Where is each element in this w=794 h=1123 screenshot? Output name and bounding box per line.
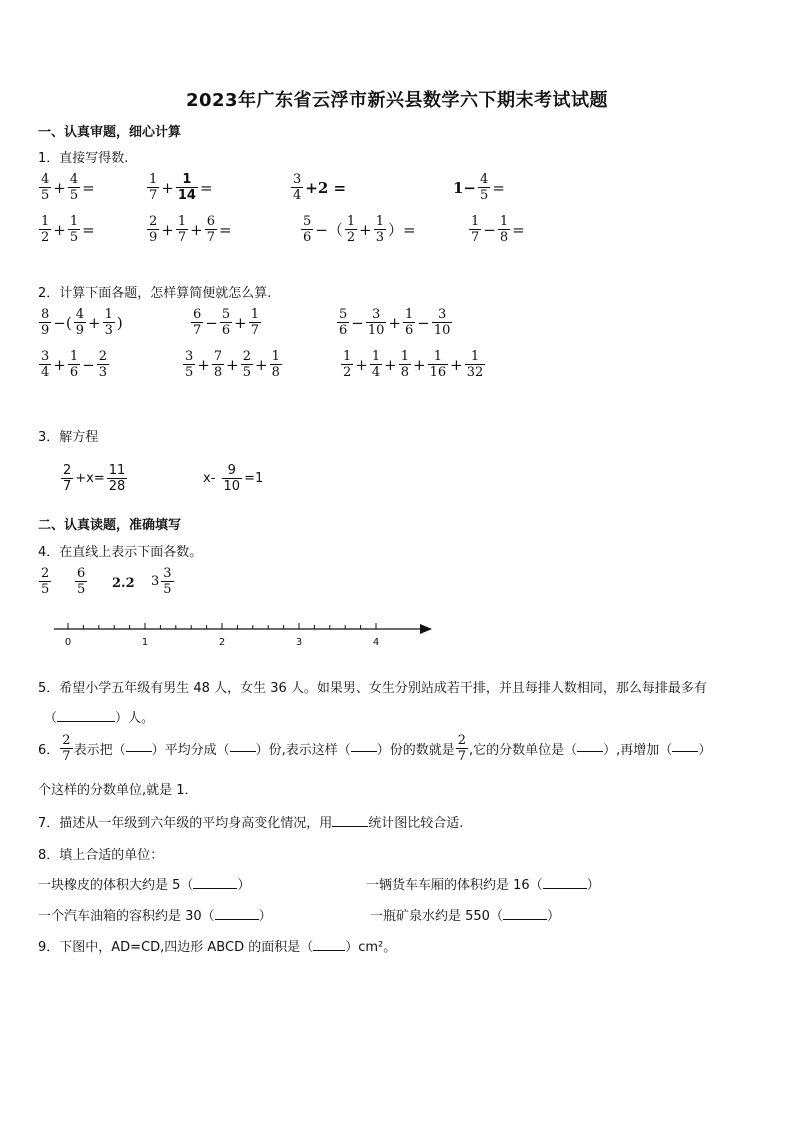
q1-label: 1．直接写得数. bbox=[38, 151, 129, 166]
number-line-label: 2 bbox=[218, 637, 226, 648]
q6-text-line-2: 个这样的分数单位,就是 1． bbox=[38, 783, 198, 798]
q6-blank-4[interactable] bbox=[577, 739, 603, 752]
q7-blank[interactable] bbox=[332, 814, 368, 827]
q8-item-1: 一块橡皮的体积大约是 5（ ） bbox=[38, 878, 251, 893]
q4-number-1: $\frac{2}{5}$ bbox=[41, 566, 50, 597]
q1-item-2: $\frac{1}{7}$ + $\frac{1}{14}$ = bbox=[149, 172, 213, 203]
q1-item-4: 1− $\frac{4}{5}$ = bbox=[453, 172, 505, 203]
q1-item-1: $\frac{4}{5}$ + $\frac{4}{5}$ = bbox=[41, 172, 95, 203]
q6-blank-1[interactable] bbox=[126, 739, 152, 752]
q1-item-5: $\frac{1}{2}$ + $\frac{1}{5}$ = bbox=[41, 214, 95, 245]
q2-label: 2．计算下面各题，怎样算简便就怎么算. bbox=[38, 286, 272, 301]
q8-blank-4[interactable] bbox=[503, 907, 547, 920]
q4-number-4: 3 $\frac{3}{5}$ bbox=[151, 566, 172, 597]
q8-blank-3[interactable] bbox=[215, 907, 259, 920]
q6-blank-2[interactable] bbox=[230, 739, 256, 752]
number-line-label: 0 bbox=[64, 637, 72, 648]
q7-text: 7．描述从一年级到六年级的平均身高变化情况，用 统计图比较合适. bbox=[38, 816, 464, 831]
q8-item-4: 一瓶矿泉水约是 550（ ） bbox=[370, 909, 560, 924]
q4-number-2: $\frac{6}{5}$ bbox=[77, 566, 86, 597]
q9-blank[interactable] bbox=[313, 938, 345, 951]
number-line-label: 1 bbox=[141, 637, 149, 648]
q5-text: 5．希望小学五年级有男生 48 人，女生 36 人。如果男、女生分别站成若干排，并且每排人数相同，那么每排最多有 bbox=[38, 681, 707, 696]
q8-item-3: 一个汽车油箱的容积约是 30（ ） bbox=[38, 909, 272, 924]
q4-number-3: 2.2 bbox=[112, 576, 135, 591]
q3-equation-1: $\frac{2}{7}$ +x= $\frac{11}{28}$ bbox=[63, 463, 126, 494]
q1-item-3: $\frac{3}{4}$ +2 = bbox=[293, 172, 347, 203]
q1-item-6: $\frac{2}{9}$ + $\frac{1}{7}$ + $\frac{6}{7}$ = bbox=[149, 214, 232, 245]
q2-expr-2: $\frac{6}{7}$ − $\frac{5}{6}$ + $\frac{1}{7}$ bbox=[193, 307, 259, 338]
section-2-heading: 二、认真读题，准确填写 bbox=[38, 518, 182, 533]
q6-blank-3[interactable] bbox=[351, 739, 377, 752]
q5-blank[interactable] bbox=[57, 709, 115, 722]
q2-expr-3: $\frac{5}{6}$ − $\frac{3}{10}$ + $\frac{1}{6}$ − $\frac{3}{10}$ bbox=[339, 307, 451, 338]
q5-answer-line: （ ）人。 bbox=[44, 711, 155, 726]
q8-blank-2[interactable] bbox=[543, 876, 587, 889]
q2-expr-6: $\frac{1}{2}$ + $\frac{1}{4}$ + $\frac{1}{8}$ + $\frac{1}{16}$ + $\frac{1}{32}$ bbox=[343, 349, 484, 380]
number-line-arrow bbox=[420, 624, 432, 634]
page-title: 2023年广东省云浮市新兴县数学六下期末考试试题 bbox=[185, 90, 609, 111]
q8-item-2: 一辆货车车厢的体积约是 16（ ） bbox=[366, 878, 600, 893]
q3-label: 3．解方程 bbox=[38, 430, 99, 445]
q8-blank-1[interactable] bbox=[193, 876, 237, 889]
number-line-label: 4 bbox=[372, 637, 380, 648]
number-line-labels bbox=[65, 637, 379, 648]
q1-item-7: $\frac{5}{6}$ −（ $\frac{1}{2}$ + $\frac{1}{3}$ ）= bbox=[303, 214, 416, 245]
q2-expr-5: $\frac{3}{5}$ + $\frac{7}{8}$ + $\frac{2}{5}$ + $\frac{1}{8}$ bbox=[185, 349, 280, 380]
number-line bbox=[50, 618, 434, 650]
section-1-heading: 一、认真审题，细心计算 bbox=[38, 125, 182, 140]
q8-label: 8．填上合适的单位： bbox=[38, 848, 164, 863]
number-line-ticks bbox=[68, 623, 376, 629]
q3-equation-2: x- $\frac{9}{10}$ =1 bbox=[203, 463, 264, 494]
q6-blank-5[interactable] bbox=[672, 739, 698, 752]
q2-expr-4: $\frac{3}{4}$ + $\frac{1}{6}$ − $\frac{2}{3}$ bbox=[41, 349, 107, 380]
q2-expr-1: $\frac{8}{9}$ −( $\frac{4}{9}$ + $\frac{1}{3}$ ) bbox=[41, 307, 123, 338]
q4-label: 4．在直线上表示下面各数。 bbox=[38, 545, 203, 560]
q9-text: 9．下图中，AD=CD,四边形 ABCD 的面积是（ ）cm²。 bbox=[38, 940, 397, 955]
number-line-label: 3 bbox=[295, 637, 303, 648]
q1-item-8: $\frac{1}{7}$ − $\frac{1}{8}$ = bbox=[471, 214, 525, 245]
q6-text: 6． $\frac{2}{7}$ 表示把（ ）平均分成（ ）份,表示这样（ ）份的数就是 $\frac{2}{7}$ ,它的分数单位是（ ）,再增加（ ） bbox=[38, 733, 712, 764]
